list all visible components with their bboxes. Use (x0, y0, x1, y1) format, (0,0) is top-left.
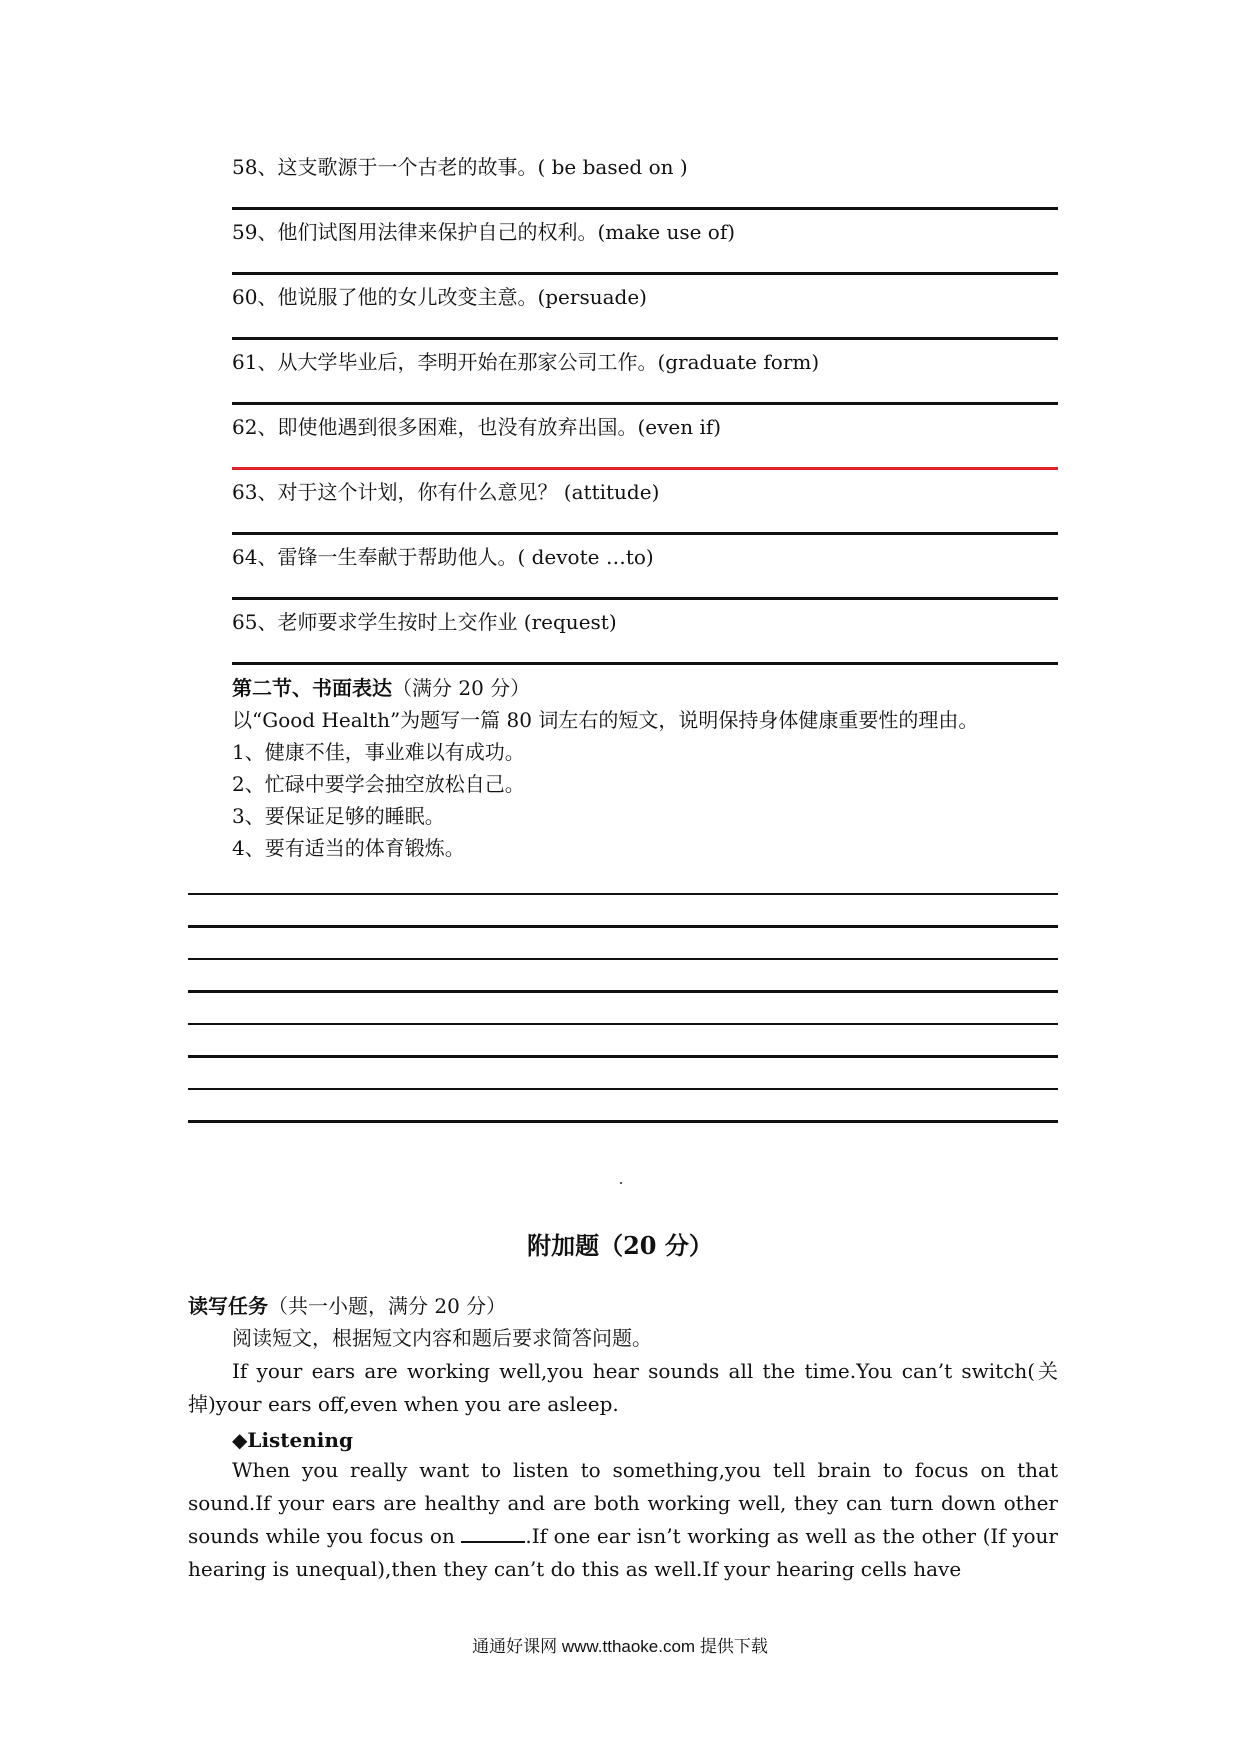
reading-task-title (188, 1293, 506, 1319)
question-number: 60、 (232, 285, 278, 309)
question-61 (232, 349, 819, 375)
writing-point: 4、要有适当的体育锻炼。 (232, 836, 465, 860)
writing-line (188, 1023, 1058, 1025)
writing-line (188, 1120, 1058, 1123)
section-title-bold: 第二节、书面表达 (232, 676, 392, 700)
question-number: 61、 (232, 350, 278, 374)
question-64 (232, 544, 654, 570)
paragraph-text: If your ears are working well,you hear sounds all the time.You can’t switch(关掉)your ears off,even when you are asleep. (188, 1359, 1058, 1416)
writing-point: 2、忙碌中要学会抽空放松自己。 (232, 772, 525, 796)
scan-speck (620, 1182, 622, 1184)
question-number: 59、 (232, 220, 278, 244)
question-number: 62、 (232, 415, 278, 439)
question-prompt: 雷锋一生奉献于帮助他人。( devote …to) (277, 545, 654, 569)
question-58 (232, 154, 688, 180)
reading-instruction: 阅读短文，根据短文内容和题后要求简答问题。 (232, 1326, 652, 1350)
reading-task-bold: 读写任务 (188, 1294, 268, 1318)
question-60 (232, 284, 647, 310)
question-prompt: 他们试图用法律来保护自己的权利。(make use of) (277, 220, 736, 244)
extra-section-title: 附加题（20 分） (527, 1231, 713, 1260)
section-score: （满分 20 分） (392, 676, 531, 700)
writing-line (188, 893, 1058, 895)
answer-line (232, 272, 1058, 275)
question-number: 65、 (232, 610, 278, 634)
writing-instruction: 以“Good Health”为题写一篇 80 词左右的短文，说明保持身体健康重要性的理由。 (232, 708, 979, 732)
passage-subheading: ◆Listening (232, 1428, 353, 1452)
question-59 (232, 219, 735, 245)
fill-in-blank (461, 1523, 525, 1543)
question-prompt: 对于这个计划，你有什么意见？ (attitude) (277, 480, 660, 504)
writing-line (188, 958, 1058, 960)
writing-line (188, 1088, 1058, 1090)
question-prompt: 老师要求学生按时上交作业 (request) (277, 610, 617, 634)
writing-line (188, 990, 1058, 993)
question-number: 63、 (232, 480, 278, 504)
answer-line (232, 532, 1058, 535)
paragraph-text: When you really want to listen to something,you tell brain to focus on that sound.If your ears are healthy and are both working well, they can turn down other sounds while you focus on (188, 1458, 1058, 1548)
question-prompt: 即使他遇到很多困难，也没有放弃出国。(even if) (277, 415, 722, 439)
question-number: 64、 (232, 545, 278, 569)
question-prompt: 这支歌源于一个古老的故事。( be based on ) (277, 155, 688, 179)
paragraph-text: .If one ear isn’t working as well as the other (If your hearing is unequal),then they can’t do this as well.If your hearing cells have (188, 1524, 1058, 1581)
question-62 (232, 414, 721, 440)
question-63 (232, 479, 659, 505)
writing-section-title (232, 675, 530, 701)
writing-point: 3、要保证足够的睡眠。 (232, 804, 445, 828)
answer-line (232, 597, 1058, 600)
writing-line (188, 925, 1058, 928)
answer-line (232, 402, 1058, 405)
question-prompt: 从大学毕业后，李明开始在那家公司工作。(graduate form) (277, 350, 820, 374)
answer-line (232, 337, 1058, 340)
answer-line-highlighted (232, 467, 1058, 470)
passage-paragraph-1 (188, 1355, 1058, 1421)
question-prompt: 他说服了他的女儿改变主意。(persuade) (277, 285, 647, 309)
question-65 (232, 609, 617, 635)
answer-line (232, 207, 1058, 210)
reading-task-score: （共一小题，满分 20 分） (268, 1294, 507, 1318)
passage-paragraph-2 (188, 1454, 1058, 1586)
question-number: 58、 (232, 155, 278, 179)
page-footer: 通通好课网 www.tthaoke.com 提供下载 (472, 1637, 768, 1656)
answer-line (232, 662, 1058, 665)
writing-line (188, 1055, 1058, 1058)
writing-point: 1、健康不佳，事业难以有成功。 (232, 740, 525, 764)
